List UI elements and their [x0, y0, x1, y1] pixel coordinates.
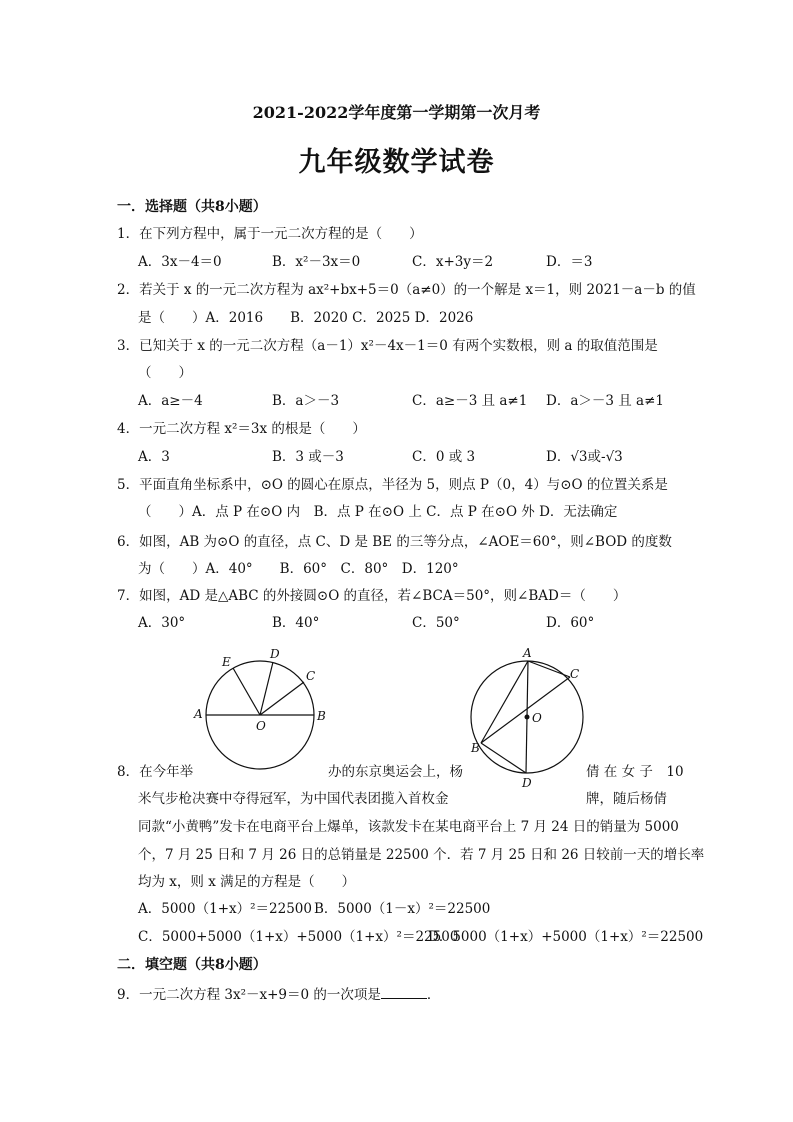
- question-1-option-a: A．3x－4＝0: [138, 254, 222, 270]
- question-4-option-c: C．0 或 3: [412, 449, 476, 465]
- chord-ab: [481, 661, 528, 743]
- figure-q6-semicircle: [190, 640, 340, 770]
- question-7-option-b: B．40°: [272, 615, 320, 631]
- question-8-line-4: 个，7 月 25 日和 7 月 26 日的总销量是 22500 个．若 7 月 25 日和 26 日较前一天的增长率: [138, 847, 705, 863]
- question-7-option-a: A．30°: [138, 615, 186, 631]
- radius-oe: [233, 668, 260, 715]
- question-8-option-d: D．5000（1+x）+5000（1+x）²＝22500: [428, 929, 704, 945]
- label-a: A: [523, 646, 532, 660]
- question-9-stem: 9．一元二次方程 3x²－x+9＝0 的一次项是: [117, 987, 381, 1003]
- question-3-option-c: C．a≥－3 且 a≠1: [412, 393, 528, 409]
- question-5-line-2: （ ）A．点 P 在⊙O 内 B．点 P 在⊙O 上 C．点 P 在⊙O 外 D．无法确定: [138, 504, 618, 520]
- label-b: B: [317, 709, 326, 723]
- question-2-line-1: 2．若关于 x 的一元二次方程为 ax²+bx+5＝0（a≠0）的一个解是 x＝1，则 2021－a－b 的值: [117, 282, 696, 298]
- question-1-option-c: C．x+3y＝2: [412, 254, 494, 270]
- label-c: C: [306, 669, 316, 683]
- chord-bd: [481, 743, 526, 773]
- question-1-stem: 1．在下列方程中，属于一元二次方程的是（ ）: [117, 226, 423, 242]
- answer-blank[interactable]: [381, 985, 427, 999]
- question-8-option-a: A．5000（1+x）²＝22500: [138, 901, 312, 917]
- question-8-line-5: 均为 x，则 x 满足的方程是（ ）: [138, 874, 356, 890]
- question-4-stem: 4．一元二次方程 x²＝3x 的根是（ ）: [117, 421, 366, 437]
- question-3-line-1: 3．已知关于 x 的一元二次方程（a－1）x²－4x－1＝0 有两个实数根，则 a 的取值范围是: [117, 338, 658, 354]
- question-3-option-d: D．a＞－3 且 a≠1: [546, 393, 664, 409]
- question-8-line-2a: 米气步枪决赛中夺得冠军，为中国代表团揽入首枚金: [138, 791, 449, 807]
- question-8-line-3: 同款“小黄鸭”发卡在电商平台上爆单，该款发卡在某电商平台上 7 月 24 日的销量为 5000: [138, 819, 679, 835]
- question-4-option-a: A．3: [138, 449, 170, 465]
- question-1-option-b: B．x²－3x＝0: [272, 254, 361, 270]
- section-choice-title: 一．选择题（共8小题）: [117, 199, 267, 215]
- question-7-option-c: C．50°: [412, 615, 460, 631]
- question-3-option-b: B．a＞－3: [272, 393, 340, 409]
- question-3-line-2: （ ）: [138, 365, 192, 381]
- label-b: B: [471, 741, 480, 755]
- question-9-end: ．: [426, 987, 441, 1003]
- question-9: [117, 985, 440, 1004]
- question-8-line-1a: 8．在今年举: [117, 764, 194, 780]
- label-a: A: [194, 707, 203, 721]
- question-5-line-1: 5．平面直角坐标系中，⊙O 的圆心在原点，半径为 5，则点 P（0，4）与⊙O 的位置关系是: [117, 477, 668, 493]
- label-e: E: [222, 655, 231, 669]
- section-fill-title: 二．填空题（共8小题）: [117, 957, 267, 973]
- label-o: O: [256, 719, 266, 733]
- question-8-line-1c: 倩 在 女 子 10: [586, 764, 684, 780]
- question-7-option-d: D．60°: [546, 615, 595, 631]
- question-2-line-2: 是（ ）A．2016 B．2020 C．2025 D．2026: [138, 310, 474, 326]
- question-6-line-1: 6．如图，AB 为⊙O 的直径，点 C、D 是 BE 的三等分点，∠AOE＝60°，则∠BOD 的度数: [117, 534, 672, 550]
- question-8-line-2b: 牌，随后杨倩: [586, 791, 667, 807]
- question-4-option-d: D．√3或-√3: [546, 449, 623, 465]
- question-8-option-c: C．5000+5000（1+x）+5000（1+x）²＝22500: [138, 929, 459, 945]
- chord-bc: [481, 677, 570, 743]
- question-1-option-d: D．＝3: [546, 254, 593, 270]
- question-7-stem: 7．如图，AD 是△ABC 的外接圆⊙O 的直径，若∠BCA＝50°，则∠BAD＝（ ）: [117, 588, 627, 604]
- label-d: D: [270, 647, 280, 661]
- question-4-option-b: B．3 或－3: [272, 449, 344, 465]
- figure-q7-inscribed-triangle: [462, 645, 592, 795]
- label-o: O: [532, 711, 542, 725]
- chord-ac: [528, 661, 570, 677]
- question-8-line-1b: 办的东京奥运会上，杨: [328, 764, 463, 780]
- label-c: C: [570, 667, 580, 681]
- center-dot: [525, 715, 530, 720]
- question-8-option-b: B．5000（1－x）²＝22500: [314, 901, 491, 917]
- paper-title: 九年级数学试卷: [298, 147, 495, 178]
- question-6-line-2: 为（ ）A．40° B．60° C．80° D．120°: [138, 561, 459, 577]
- exam-title: 2021-2022学年度第一学期第一次月考: [252, 103, 541, 122]
- question-3-option-a: A．a≥－4: [138, 393, 203, 409]
- label-d: D: [522, 776, 532, 790]
